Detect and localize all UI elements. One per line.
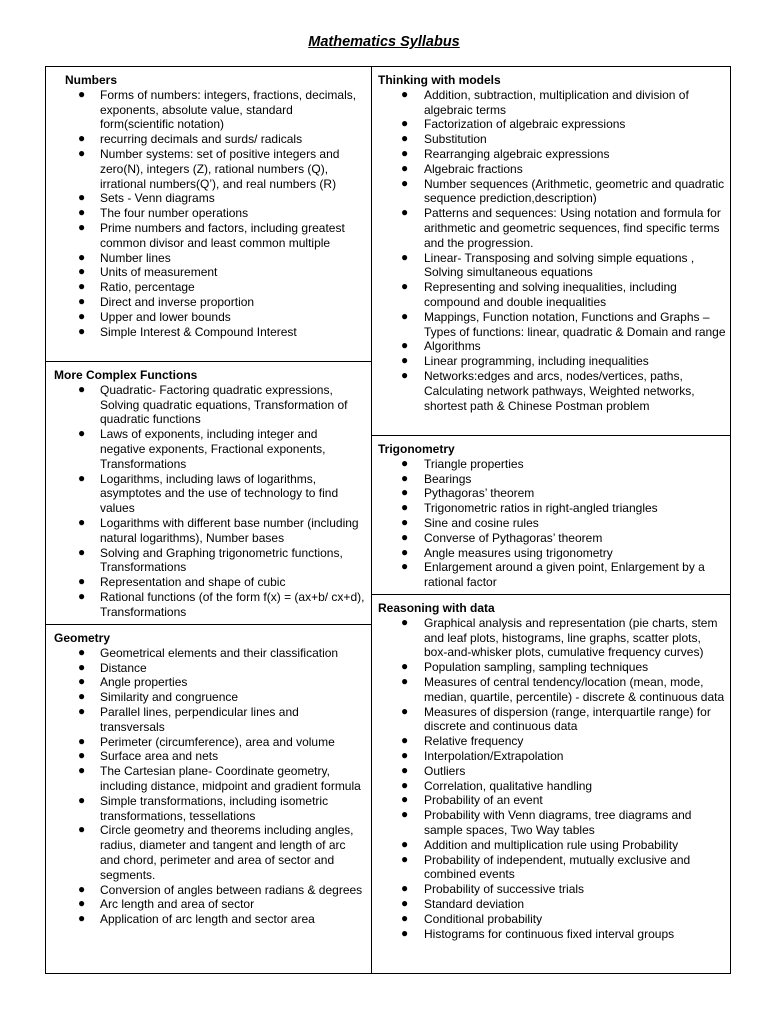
list-item bbox=[372, 147, 730, 162]
list-item-text: Simple Interest & Compound Interest bbox=[100, 324, 297, 339]
bullet-icon: ● bbox=[401, 925, 409, 940]
list-item bbox=[46, 265, 371, 280]
list-item-text: Probability of independent, mutually exclusive and combined events bbox=[424, 852, 691, 882]
list-item-text: Interpolation/Extrapolation bbox=[424, 748, 564, 763]
bullet-icon: ● bbox=[401, 529, 409, 544]
topic-list bbox=[372, 88, 730, 414]
bullet-icon: ● bbox=[401, 249, 409, 264]
list-item-text: Angle properties bbox=[100, 675, 188, 690]
section-trigonometry bbox=[372, 435, 730, 594]
section-heading: Numbers bbox=[65, 73, 118, 87]
list-item-text: Algorithms bbox=[424, 339, 481, 354]
list-item bbox=[372, 310, 730, 340]
bullet-icon: ● bbox=[78, 264, 86, 279]
list-item-text: Quadratic- Factoring quadratic expressions, Solving quadratic equations, Transformation of quadratic functions bbox=[100, 382, 348, 427]
list-item-text: Logarithms with different base number (including natural logarithms), Number bases bbox=[100, 515, 359, 545]
bullet-icon: ● bbox=[78, 674, 86, 689]
list-item bbox=[46, 310, 371, 325]
bullet-icon: ● bbox=[78, 822, 86, 837]
bullet-icon: ● bbox=[78, 881, 86, 896]
page-title: Mathematics Syllabus bbox=[308, 34, 460, 50]
bullet-icon: ● bbox=[401, 792, 409, 807]
bullet-icon: ● bbox=[401, 733, 409, 748]
list-item bbox=[372, 897, 730, 912]
list-item bbox=[46, 147, 371, 191]
list-item bbox=[46, 590, 371, 620]
bullet-icon: ● bbox=[78, 86, 86, 101]
list-item-text: Pythagoras’ theorem bbox=[424, 486, 535, 501]
list-item bbox=[372, 749, 730, 764]
list-item-text: Geometrical elements and their classification bbox=[100, 645, 339, 660]
bullet-icon: ● bbox=[401, 279, 409, 294]
list-item bbox=[372, 531, 730, 546]
list-item-text: Solving and Graphing trigonometric functions, Transformations bbox=[100, 545, 343, 575]
section-thinking-with-models bbox=[372, 67, 730, 435]
list-item-text: Measures of central tendency/location (mean, mode, median, quartile, percentile) - discrete & continuous data bbox=[424, 674, 725, 704]
list-item bbox=[46, 823, 371, 882]
list-item bbox=[372, 117, 730, 132]
bullet-icon: ● bbox=[78, 588, 86, 603]
list-item bbox=[372, 779, 730, 794]
list-item bbox=[372, 280, 730, 310]
list-item bbox=[46, 883, 371, 898]
bullet-icon: ● bbox=[78, 792, 86, 807]
list-item-text: Surface area and nets bbox=[100, 749, 219, 764]
list-item-text: Prime numbers and factors, including greatest common divisor and least common multiple bbox=[100, 220, 345, 250]
list-item bbox=[372, 457, 730, 472]
bullet-icon: ● bbox=[401, 308, 409, 323]
bullet-icon: ● bbox=[401, 455, 409, 470]
bullet-icon: ● bbox=[401, 881, 409, 896]
topic-list bbox=[46, 646, 371, 927]
list-item bbox=[372, 369, 730, 413]
section-geometry bbox=[46, 624, 371, 973]
list-item-text: Standard deviation bbox=[424, 896, 525, 911]
list-item-text: Circle geometry and theorems including angles, radius, diameter and tangent and length of arc and chord, perimeter and area of sector and segments. bbox=[100, 823, 354, 882]
list-item bbox=[46, 325, 371, 340]
bullet-icon: ● bbox=[78, 733, 86, 748]
bullet-icon: ● bbox=[401, 836, 409, 851]
bullet-icon: ● bbox=[401, 131, 409, 146]
list-item bbox=[46, 383, 371, 427]
list-item bbox=[46, 516, 371, 546]
list-item-text: Population sampling, sampling techniques bbox=[424, 660, 649, 675]
list-item bbox=[46, 206, 371, 221]
list-item-text: Conditional probability bbox=[424, 911, 543, 926]
bullet-icon: ● bbox=[78, 763, 86, 778]
list-item-text: Upper and lower bounds bbox=[100, 309, 231, 324]
list-item-text: Rational functions (of the form f(x) = (ax+b/ cx+d), Transformations bbox=[100, 589, 365, 619]
section-reasoning-with-data bbox=[372, 594, 730, 973]
list-item bbox=[372, 660, 730, 675]
list-item-text: Arc length and area of sector bbox=[100, 897, 255, 912]
bullet-icon: ● bbox=[401, 145, 409, 160]
bullet-icon: ● bbox=[78, 323, 86, 338]
list-item bbox=[46, 546, 371, 576]
list-item-text: Sets - Venn diagrams bbox=[100, 191, 215, 206]
bullet-icon: ● bbox=[78, 896, 86, 911]
list-item-text: Rearranging algebraic expressions bbox=[424, 146, 610, 161]
list-item-text: Angle measures using trigonometry bbox=[424, 545, 613, 560]
list-item bbox=[372, 912, 730, 927]
section-heading: Geometry bbox=[54, 631, 111, 645]
bullet-icon: ● bbox=[401, 659, 409, 674]
list-item-text: Probability of an event bbox=[424, 793, 543, 808]
bullet-icon: ● bbox=[401, 544, 409, 559]
bullet-icon: ● bbox=[78, 249, 86, 264]
bullet-icon: ● bbox=[401, 470, 409, 485]
list-item-text: Addition, subtraction, multiplication and division of algebraic terms bbox=[424, 87, 689, 117]
bullet-icon: ● bbox=[401, 160, 409, 175]
topic-list bbox=[372, 616, 730, 942]
list-item-text: recurring decimals and surds/ radicals bbox=[100, 132, 303, 147]
list-item bbox=[372, 88, 730, 118]
bullet-icon: ● bbox=[78, 703, 86, 718]
bullet-icon: ● bbox=[401, 485, 409, 500]
list-item-text: Sine and cosine rules bbox=[424, 515, 539, 530]
list-item bbox=[372, 501, 730, 516]
list-item-text: Similarity and congruence bbox=[100, 690, 239, 705]
topic-list bbox=[372, 457, 730, 590]
list-item-text: Number sequences (Arithmetic, geometric and quadratic sequence prediction,description) bbox=[424, 176, 725, 206]
bullet-icon: ● bbox=[78, 381, 86, 396]
bullet-icon: ● bbox=[401, 86, 409, 101]
list-item-text: Probability of successive trials bbox=[424, 882, 585, 897]
list-item bbox=[46, 794, 371, 824]
list-item-text: Graphical analysis and representation (pie charts, stem and leaf plots, histograms, line graphs, scatter plots, box-and-whisker plots, cumulative frequency curves) bbox=[424, 615, 718, 660]
list-item bbox=[372, 560, 730, 590]
list-item-text: Logarithms, including laws of logarithms, asymptotes and the use of technology to find values bbox=[100, 471, 339, 516]
list-item-text: Application of arc length and sector area bbox=[100, 912, 315, 927]
list-item bbox=[372, 793, 730, 808]
bullet-icon: ● bbox=[401, 895, 409, 910]
bullet-icon: ● bbox=[401, 910, 409, 925]
bullet-icon: ● bbox=[78, 748, 86, 763]
list-item-text: Representation and shape of cubic bbox=[100, 575, 286, 590]
bullet-icon: ● bbox=[401, 673, 409, 688]
section-heading: Reasoning with data bbox=[378, 601, 495, 615]
list-item bbox=[46, 690, 371, 705]
list-item-text: Simple transformations, including isometric transformations, tessellations bbox=[100, 793, 329, 823]
list-item bbox=[46, 897, 371, 912]
list-item bbox=[372, 162, 730, 177]
list-item bbox=[372, 546, 730, 561]
bullet-icon: ● bbox=[401, 851, 409, 866]
list-item bbox=[372, 132, 730, 147]
bullet-icon: ● bbox=[401, 777, 409, 792]
bullet-icon: ● bbox=[401, 367, 409, 382]
list-item-text: Linear programming, including inequalities bbox=[424, 354, 649, 369]
list-item bbox=[372, 206, 730, 250]
bullet-icon: ● bbox=[401, 807, 409, 822]
bullet-icon: ● bbox=[78, 279, 86, 294]
list-item bbox=[46, 132, 371, 147]
list-item-text: Ratio, percentage bbox=[100, 280, 195, 295]
list-item-text: Units of measurement bbox=[100, 265, 218, 280]
section-heading: Trigonometry bbox=[378, 442, 455, 456]
list-item-text: Mappings, Function notation, Functions and Graphs – Types of functions: linear, quadratic & Domain and range bbox=[424, 309, 726, 339]
list-item bbox=[46, 251, 371, 266]
list-item bbox=[372, 354, 730, 369]
bullet-icon: ● bbox=[78, 659, 86, 674]
list-item bbox=[372, 516, 730, 531]
list-item bbox=[372, 838, 730, 853]
list-item bbox=[372, 882, 730, 897]
list-item-text: Bearings bbox=[424, 471, 472, 486]
list-item-text: Measures of dispersion (range, interquartile range) for discrete and continuous data bbox=[424, 704, 711, 734]
list-item-text: Direct and inverse proportion bbox=[100, 294, 255, 309]
list-item bbox=[372, 853, 730, 883]
section-heading: More Complex Functions bbox=[54, 368, 198, 382]
list-item-text: Networks:edges and arcs, nodes/vertices, paths, Calculating network pathways, Weighted networks, shortest path & Chinese Postman problem bbox=[424, 368, 695, 413]
bullet-icon: ● bbox=[78, 219, 86, 234]
list-item bbox=[46, 735, 371, 750]
list-item bbox=[372, 734, 730, 749]
bullet-icon: ● bbox=[401, 353, 409, 368]
bullet-icon: ● bbox=[401, 747, 409, 762]
list-item bbox=[46, 88, 371, 132]
list-item-text: Number systems: set of positive integers and zero(N), integers (Z), rational numbers (Q), irrational numbers(Q’), and real numbers (R) bbox=[100, 146, 340, 191]
list-item bbox=[372, 486, 730, 501]
list-item bbox=[46, 221, 371, 251]
list-item-text: Perimeter (circumference), area and volume bbox=[100, 734, 335, 749]
bullet-icon: ● bbox=[78, 190, 86, 205]
list-item-text: Relative frequency bbox=[424, 734, 524, 749]
bullet-icon: ● bbox=[78, 689, 86, 704]
bullet-icon: ● bbox=[401, 762, 409, 777]
bullet-icon: ● bbox=[401, 116, 409, 131]
list-item bbox=[46, 705, 371, 735]
list-item-text: The four number operations bbox=[100, 206, 249, 221]
bullet-icon: ● bbox=[78, 308, 86, 323]
bullet-icon: ● bbox=[401, 514, 409, 529]
list-item bbox=[46, 912, 371, 927]
list-item bbox=[46, 472, 371, 516]
list-item-text: Forms of numbers: integers, fractions, decimals, exponents, absolute value, standard form(scientific notation) bbox=[100, 87, 357, 132]
list-item bbox=[46, 675, 371, 690]
bullet-icon: ● bbox=[78, 145, 86, 160]
bullet-icon: ● bbox=[78, 544, 86, 559]
list-item bbox=[46, 427, 371, 471]
list-item-text: Converse of Pythagoras’ theorem bbox=[424, 530, 603, 545]
list-item bbox=[372, 177, 730, 207]
left-column bbox=[46, 67, 372, 973]
list-item bbox=[46, 575, 371, 590]
list-item bbox=[46, 280, 371, 295]
list-item-text: Number lines bbox=[100, 250, 171, 265]
list-item-text: Linear- Transposing and solving simple equations , Solving simultaneous equations bbox=[424, 250, 695, 280]
list-item bbox=[372, 675, 730, 705]
list-item bbox=[372, 764, 730, 779]
section-heading: Thinking with models bbox=[378, 73, 501, 87]
list-item bbox=[372, 808, 730, 838]
list-item-text: Trigonometric ratios in right-angled triangles bbox=[424, 501, 658, 516]
list-item-text: Correlation, qualitative handling bbox=[424, 778, 593, 793]
list-item bbox=[372, 472, 730, 487]
list-item bbox=[372, 251, 730, 281]
syllabus-table bbox=[45, 66, 731, 974]
list-item-text: Algebraic fractions bbox=[424, 161, 523, 176]
bullet-icon: ● bbox=[401, 500, 409, 515]
bullet-icon: ● bbox=[78, 131, 86, 146]
topic-list bbox=[46, 88, 371, 340]
list-item bbox=[372, 927, 730, 942]
list-item bbox=[46, 661, 371, 676]
list-item-text: Enlargement around a given point, Enlargement by a rational factor bbox=[424, 560, 705, 590]
list-item-text: Substitution bbox=[424, 132, 487, 147]
list-item bbox=[46, 295, 371, 310]
list-item bbox=[46, 764, 371, 794]
list-item-text: Laws of exponents, including integer and negative exponents, Fractional exponents, Transformations bbox=[100, 427, 326, 471]
list-item-text: Outliers bbox=[424, 763, 466, 778]
list-item bbox=[372, 339, 730, 354]
bullet-icon: ● bbox=[401, 338, 409, 353]
list-item-text: The Cartesian plane- Coordinate geometry, including distance, midpoint and gradient formula bbox=[100, 764, 361, 793]
right-column bbox=[372, 67, 730, 973]
bullet-icon: ● bbox=[78, 470, 86, 485]
list-item bbox=[46, 646, 371, 661]
topic-list bbox=[46, 383, 371, 620]
bullet-icon: ● bbox=[78, 911, 86, 926]
section-numbers bbox=[46, 67, 371, 361]
list-item-text: Distance bbox=[100, 660, 147, 675]
bullet-icon: ● bbox=[401, 703, 409, 718]
list-item bbox=[372, 616, 730, 660]
list-item-text: Triangle properties bbox=[424, 456, 524, 471]
list-item bbox=[46, 191, 371, 206]
list-item-text: Representing and solving inequalities, including compound and double inequalities bbox=[424, 280, 677, 309]
bullet-icon: ● bbox=[401, 614, 409, 629]
list-item-text: Parallel lines, perpendicular lines and transversals bbox=[100, 704, 299, 734]
list-item bbox=[372, 705, 730, 735]
bullet-icon: ● bbox=[78, 293, 86, 308]
bullet-icon: ● bbox=[401, 175, 409, 190]
bullet-icon: ● bbox=[78, 514, 86, 529]
bullet-icon: ● bbox=[78, 426, 86, 441]
list-item-text: Addition and multiplication rule using Probability bbox=[424, 837, 679, 852]
list-item-text: Probability with Venn diagrams, tree diagrams and sample spaces, Two Way tables bbox=[424, 808, 692, 837]
section-more-complex-functions bbox=[46, 361, 371, 624]
bullet-icon: ● bbox=[401, 559, 409, 574]
bullet-icon: ● bbox=[78, 205, 86, 220]
bullet-icon: ● bbox=[401, 205, 409, 220]
list-item-text: Patterns and sequences: Using notation and formula for arithmetic and geometric sequences, find specific terms and the progression. bbox=[424, 206, 721, 250]
list-item-text: Factorization of algebraic expressions bbox=[424, 117, 626, 132]
bullet-icon: ● bbox=[78, 574, 86, 589]
list-item-text: Histograms for continuous fixed interval groups bbox=[424, 926, 675, 941]
list-item bbox=[46, 749, 371, 764]
list-item-text: Conversion of angles between radians & degrees bbox=[100, 882, 363, 897]
bullet-icon: ● bbox=[78, 644, 86, 659]
